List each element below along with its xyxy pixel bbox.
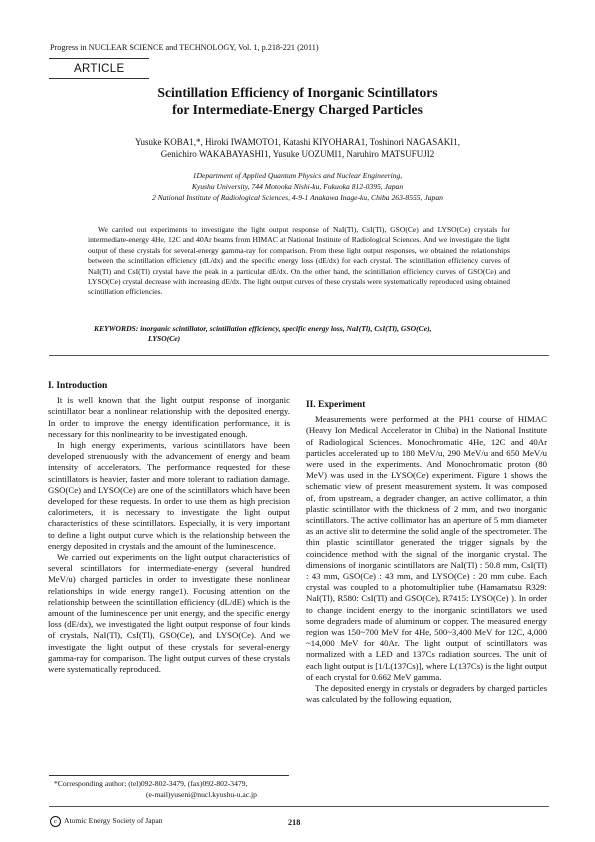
keywords-line-1: KEYWORDS: inorganic scintillator, scintillation efficiency, specific energy loss, NaI(Tl), CsI(Tl), GSO(Ce),: [94, 324, 432, 333]
authors-line-2: Genichiro WAKABAYASHI1, Yusuke UOZUMI1, Naruhiro MATSUFUJI2: [160, 149, 435, 159]
authors-line-1: Yusuke KOBA1,*, Hiroki IWAMOTO1, Katashi KIYOHARA1, Toshinori NAGASAKI1,: [134, 137, 461, 147]
title-line-2: for Intermediate-Energy Charged Particles: [172, 102, 423, 117]
section-title-introduction: I. Introduction: [48, 381, 108, 391]
title-line-1: Scintillation Efficiency of Inorganic Scintillators: [157, 85, 438, 100]
copyright-text: Atomic Energy Society of Japan: [64, 816, 163, 825]
intro-paragraph-3: We carried out experiments on the light output characteristics of several scintillators for intermediate-energy (several hundred MeV/u) charged particles in order to investigate these nonlinear relationships in wide energy range1). Focusing attention on the relationship between the scintillation efficiency (dL/dE) which is the amount of the luminescence per unit energy, and the specific energy loss (dE/dx), we investigated the light output response of four kinds of crystals, NaI(Tl), CsI(Tl), GSO(Ce), and LYSO(Ce). And we investigate the light output of these crystals for several-energy gamma-ray for comparison. The light output curves of these crystals were systematically reproduced.: [48, 552, 290, 675]
header-divider: [49, 355, 549, 356]
affiliation-2: 2 National Institute of Radiological Sciences, 4-9-1 Anakawa Inage-ku, Chiba 263-8555, Japan: [152, 193, 443, 202]
experiment-paragraph-1: Measurements were performed at the PH1 course of HIMAC (Heavy Ion Medical Accelerator in Chiba) in the National Institute of Radiological Sciences. Monochromatic 4He, 12C and 40Ar particles accelerated up to 180 MeV/u, 290 MeV/u and 650 MeV/u were used in the experiments. And Monochromatic proton (80 MeV) was used in the LYSO(Ce) experiment. Figure 1 shows the schematic view of present measurement system. It was composed of, from upstream, a degrader changer, an active collimator, a thin plastic scintillator with the thickness of 2 mm, and two inorganic scintillators. The active collimator has an aperture of 5 mm diameter as an active slit to determine the solid angle of the spectrometer. The thin plastic scintillator generated the trigger signals by the coincidence method with the signal of the inorganic crystal. The dimensions of inorganic scintillators are NaI(Tl) : 50.8 mm, CsI(Tl) : 43 mm, GSO(Ce) : 43 mm, and LYSO(Ce) : 20 mm cube. Each crystal was coupled to a photomultiplier tube (Hamamatsu R329: NaI(Tl), R580: CsI(Tl) and GSO(Ce), R7415: LYSO(Ce) ). In order to change incident energy to the inorganic scintillators we used some degraders made of aluminum or copper. The measured energy region was 150~700 MeV for 4He, 500~3,400 MeV for 12C, 4,000 ~14,000 MeV for 40Ar. The light output of scintillators was normalized with a LED and 137Cs radiation sources. The unit of each light output is [1/L(137Cs)], where L(137Cs) is the light output of each crystal for 0.662 MeV gamma.: [306, 414, 547, 682]
paper-title: [0, 84, 595, 118]
affiliation-1-line-2: Kyushu University, 744 Motooka Nishi-ku, Fukuoka 812-0395, Japan: [191, 182, 404, 191]
keywords: [94, 324, 508, 344]
copyright-symbol-icon: c: [50, 816, 61, 827]
left-column: [48, 381, 290, 675]
copyright: [50, 816, 163, 827]
footnote: [54, 779, 257, 800]
page-number: 218: [288, 818, 301, 827]
article-rule-bottom: [49, 78, 149, 79]
affiliations: [0, 170, 595, 203]
right-column: [306, 400, 547, 705]
abstract: We carried out experiments to investigate the light output response of NaI(Tl), CsI(Tl), GSO(Ce) and LYSO(Ce) crystals for intermediate-energy 4He, 12C and 40Ar beams from HIMAC at National Institute of Radiological Sciences. And we investigate the light output of these crystals for several-energy gamma-ray for comparison. From these light output responses, we obtained the relationships between the scintillation efficiency (dL/dx) and the specific energy loss (dE/dx) for each crystal. The scintillation efficiency curves of NaI(Tl) and CsI(Tl) crystal have the peak in a particular dE/dx. On the other hand, the scintillation efficiency curves of GSO(Ce) and LYSO(Ce) crystal decrease with increasing dE/dx. The light output curves of these crystals were systematically reproduced using obtained scintillation efficiencies.: [88, 225, 510, 297]
footer-rule: [49, 806, 549, 807]
keywords-line-2: LYSO(Ce): [148, 334, 181, 343]
experiment-paragraph-2: The deposited energy in crystals or degraders by charged particles was calculated by the following equation,: [306, 683, 547, 705]
intro-paragraph-1: It is well known that the light output response of inorganic scintillator bear a nonlinear relationship with the deposited energy. In order to improve the energy identification performance, it is necessary for this nonlinearity to be investigated enough.: [48, 395, 290, 439]
affiliation-1-line-1: 1Department of Applied Quantum Physics and Nuclear Engineering,: [192, 171, 403, 180]
section-title-experiment: II. Experiment: [306, 400, 366, 410]
author-list: [0, 136, 595, 160]
article-label: ARTICLE: [74, 63, 125, 75]
footnote-line-1: *Corresponding author; (tel)092-802-3479, (fax)092-802-3479,: [54, 779, 248, 788]
journal-header: Progress in NUCLEAR SCIENCE and TECHNOLOGY, Vol. 1, p.218-221 (2011): [50, 43, 319, 52]
article-rule-top: [49, 58, 149, 59]
footnote-rule: [49, 775, 289, 776]
intro-paragraph-2: In high energy experiments, various scintillators have been developed strenuously with the advancement of energy and beam intensity of accelerators. The performance requested for these scintillators is heavier, faster and more tolerant to radiation damage. GSO(Ce) and LYSO(Ce) are one of the scintillators which have been developed for these requests. In order to use them as high precision calorimeters, it is necessary to investigate the light output characteristics of these scintillators. Especially, it is very important to define a light output curve which is the relationship between the energy deposited in crystals and the amount of the luminescence.: [48, 440, 290, 551]
footnote-line-2: (e-mail)yuseni@nucl.kyushu-u.ac.jp: [146, 789, 257, 799]
